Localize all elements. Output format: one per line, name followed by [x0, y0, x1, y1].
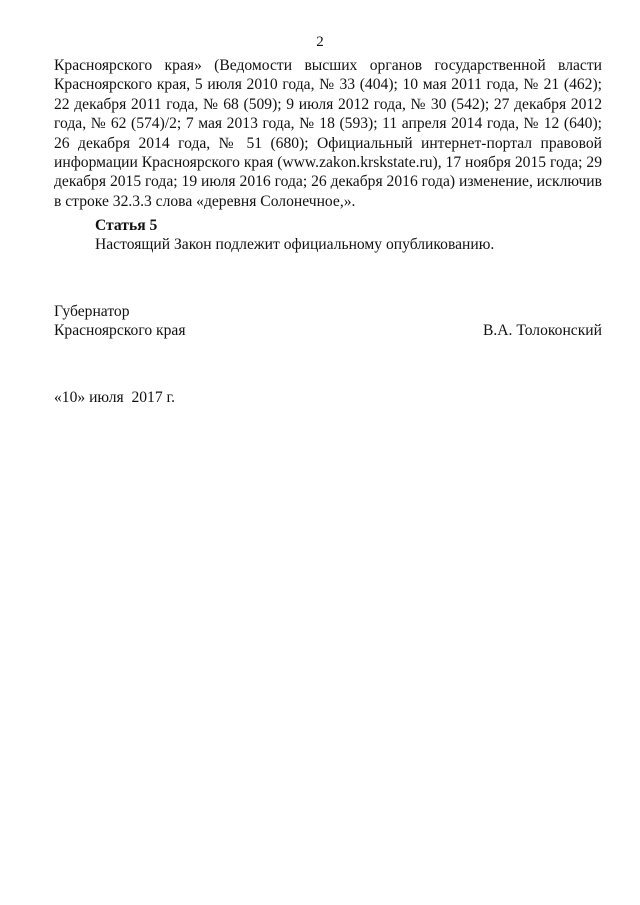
signature-block — [54, 302, 602, 341]
body-paragraph: Красноярского края» (Ведомости высших органов государственной власти Красноярского края, 5 июля 2010 года, № 33 (404); 10 мая 2011 года, № 21 (462); 22 декабря 2011 года, № 68 (509); 9 июля 2012 года, № 30 (542); 27 декабря 2012 года, № 62 (574)/2; 7 мая 2013 года, № 18 (593); 11 апреля 2014 года, № 12 (640); 26 декабря 2014 года, № 51 (680); Официальный интернет-портал правовой информации Красноярского края (www.zakon.krskstate.ru), 17 ноября 2015 года; 29 декабря 2015 года; 19 июля 2016 года; 26 декабря 2016 года) изменение, исключив в строке 32.3.3 слова «деревня Солонечное,». — [54, 57, 602, 210]
signature-row — [54, 321, 602, 340]
document-date: «10» июля 2017 г. — [54, 389, 176, 406]
page-number: 2 — [316, 34, 324, 50]
signatory-name: В.А. Толоконский — [483, 322, 602, 340]
article-section — [95, 216, 615, 255]
signature-position-line1: Губернатор — [54, 303, 130, 320]
article-text: Настоящий Закон подлежит официальному опубликованию. — [95, 236, 495, 254]
signature-position-line2: Красноярского края — [54, 322, 186, 340]
article-title: Статья 5 — [95, 217, 158, 234]
